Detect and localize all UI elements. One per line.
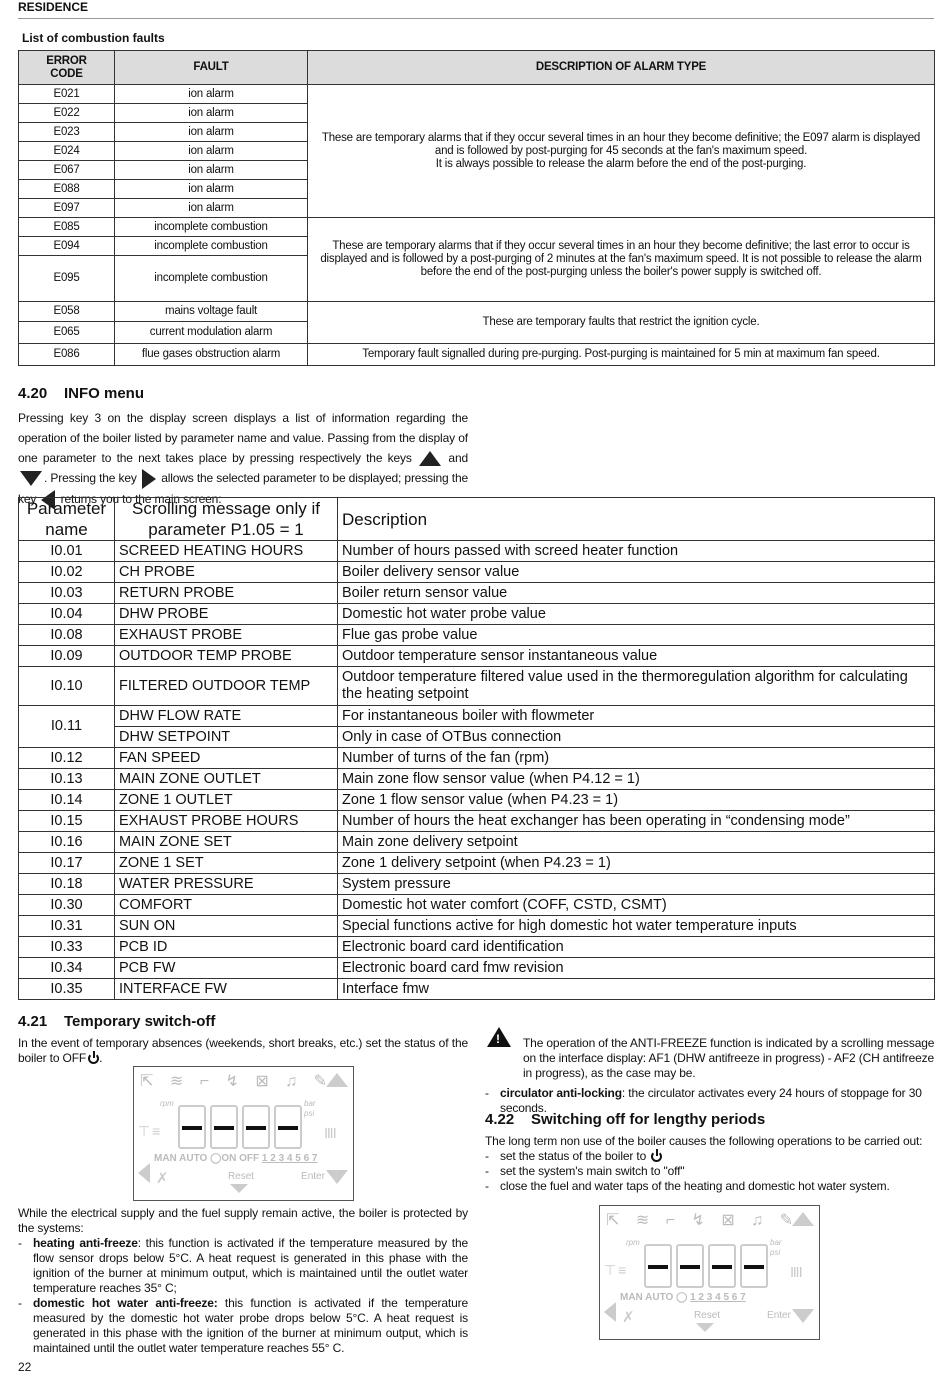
scrolling-message: ZONE 1 OUTLET (115, 790, 338, 811)
display-rpm-label: rpm (626, 1238, 640, 1247)
display-reset-label: Reset (227, 1171, 255, 1182)
parameter-description: Number of hours the heat exchanger has been operating in “condensing mode” (338, 811, 935, 832)
parameter-name: I0.14 (19, 790, 115, 811)
table-row (19, 604, 935, 625)
display-digit (644, 1244, 672, 1288)
radiator-icon: ⅢⅠ (790, 1264, 802, 1280)
table-row (19, 769, 935, 790)
fault-name: ion alarm (115, 123, 308, 142)
table-header-row (19, 498, 935, 541)
table-row (19, 541, 935, 562)
display-digit (210, 1105, 238, 1149)
fault-name: current modulation alarm (115, 322, 308, 344)
section-number: 4.22 (485, 1111, 515, 1128)
antifreeze-list (18, 1236, 468, 1356)
parameter-description: Boiler return sensor value (338, 583, 935, 604)
fault-name: ion alarm (115, 161, 308, 180)
scrolling-message: FAN SPEED (115, 748, 338, 769)
info-parameter-table (18, 497, 935, 1000)
list-item: - circulator anti-locking: the circulator activates every 24 hours of stoppage for 30 seconds. (485, 1086, 935, 1116)
parameter-description: Number of hours passed with screed heater function (338, 541, 935, 562)
display-down-arrow-icon (326, 1170, 348, 1184)
error-code: E094 (19, 237, 115, 256)
switch-off-heading (18, 1013, 215, 1030)
scrolling-message: PCB FW (115, 958, 338, 979)
display-reset-label: Reset (693, 1310, 721, 1321)
parameter-name: I0.08 (19, 625, 115, 646)
error-code: E065 (19, 322, 115, 344)
fault-name: ion alarm (115, 104, 308, 123)
scrolling-message: DHW FLOW RATE (115, 706, 338, 727)
scrolling-message: DHW PROBE (115, 604, 338, 625)
warning-icon (487, 1027, 511, 1047)
list-item: - set the system's main switch to "off" (485, 1164, 935, 1179)
parameter-description: Main zone flow sensor value (when P4.12 = 1) (338, 769, 935, 790)
scrolling-message: RETURN PROBE (115, 583, 338, 604)
parameter-description: Interface fmw (338, 979, 935, 1000)
table-row (19, 874, 935, 895)
table-row (19, 667, 935, 706)
display-mode-labels: MAN AUTO ◯ON OFF 1 2 3 4 5 6 7 (154, 1153, 318, 1164)
list-item: - domestic hot water anti-freeze: this function is activated if the temperature measured by the domestic hot water probe drops below 5°C. A heat request is generated in this phase with the ignition of the burner at minimum output, which is maintained until the outlet water temperature reaches 55° C. (18, 1296, 468, 1356)
header-title: RESIDENCE (18, 0, 89, 14)
table-row (19, 706, 935, 727)
scrolling-message: ZONE 1 SET (115, 853, 338, 874)
scrolling-message: OUTDOOR TEMP PROBE (115, 646, 338, 667)
fault-name: incomplete combustion (115, 237, 308, 256)
display-reset-arrow-icon (230, 1184, 248, 1193)
power-icon (651, 1151, 662, 1162)
error-code: E095 (19, 256, 115, 302)
scrolling-message: SCREED HEATING HOURS (115, 541, 338, 562)
parameter-description: Domestic hot water probe value (338, 604, 935, 625)
display-digit (740, 1244, 768, 1288)
column-header: Description (338, 498, 935, 541)
list-item: - set the status of the boiler to (485, 1149, 935, 1164)
parameter-description: Outdoor temperature filtered value used in the thermoregulation algorithm for calculating the heating setpoint (338, 667, 935, 706)
parameter-description: Main zone delivery setpoint (338, 832, 935, 853)
error-code: E086 (19, 344, 115, 366)
table-row (19, 625, 935, 646)
section-title: Temporary switch-off (64, 1013, 216, 1030)
error-code: E058 (19, 302, 115, 322)
arrow-down-icon (20, 471, 42, 486)
antifreeze-warning: The operation of the ANTI-FREEZE function is indicated by a scrolling message on the interface display: AF1 (DHW antifreeze in progress) - AF2 (CH antifreeze in progress), as the case may be. (523, 1036, 935, 1080)
flame-off-icon: ✗ (622, 1309, 634, 1326)
parameter-name: I0.17 (19, 853, 115, 874)
table-row (19, 832, 935, 853)
display-left-arrow-icon (138, 1163, 150, 1183)
arrow-right-icon (142, 469, 156, 489)
parameter-description: System pressure (338, 874, 935, 895)
parameter-name: I0.09 (19, 646, 115, 667)
fault-name: ion alarm (115, 85, 308, 104)
table-row (19, 748, 935, 769)
fault-name: ion alarm (115, 199, 308, 218)
voltage-fault-description: These are temporary faults that restrict the ignition cycle. (308, 302, 935, 344)
antifreeze-protection-text: While the electrical supply and the fuel supply remain active, the boiler is protected by the systems: - heating anti-freeze: this function is activated if the temperature measured by the flow sensor drops below 5°C. A heat request is generated in this phase with the ignition of the burner at minimum output, which is maintained until the outlet water temperature reaches 35° C; - domestic hot water anti-freeze: this function is activated if the temperature measured by the domestic hot water probe drops below 5°C. A heat request is generated in this phase with the ignition of the burner at minimum output, which is maintained until the outlet water temperature reaches 55° C. (18, 1206, 468, 1356)
parameter-description: Electronic board card fmw revision (338, 958, 935, 979)
parameter-name: I0.03 (19, 583, 115, 604)
section-title: INFO menu (64, 385, 145, 402)
parameter-description: Number of turns of the fan (rpm) (338, 748, 935, 769)
fault-name: flue gases obstruction alarm (115, 344, 308, 366)
list-item: - close the fuel and water taps of the heating and domestic hot water system. (485, 1179, 935, 1194)
boiler-display-off-2 (599, 1205, 820, 1340)
switch-off-intro: In the event of temporary absences (weekends, short breaks, etc.) set the status of the boiler to OFF . (18, 1036, 468, 1065)
table-row (19, 646, 935, 667)
boiler-display-off (133, 1066, 354, 1201)
display-digit (274, 1105, 302, 1149)
table-row (19, 85, 935, 104)
display-digit (676, 1244, 704, 1288)
column-header: Parameter name (19, 498, 115, 541)
display-bar-label: bar (304, 1099, 316, 1108)
parameter-rows (19, 541, 935, 1000)
combustion-alarm-description: These are temporary alarms that if they occur several times in an hour they become definitive; the last error to occur is displayed and is followed by a post-purging of 2 minutes at the fan's maximum speed. It is not possible to release the alarm before the end of the post-purging unless the boiler's power supply is switched off. (308, 218, 935, 302)
parameter-name: I0.35 (19, 979, 115, 1000)
table-row (19, 344, 935, 366)
display-up-arrow-icon (326, 1073, 348, 1087)
parameter-description: Only in case of OTBus connection (338, 727, 935, 748)
tap-icon: ⊤ ≡ (604, 1262, 626, 1278)
error-code: E085 (19, 218, 115, 237)
parameter-name: I0.16 (19, 832, 115, 853)
parameter-name: I0.02 (19, 562, 115, 583)
error-code: E067 (19, 161, 115, 180)
fault-name: mains voltage fault (115, 302, 308, 322)
display-psi-label: psi (304, 1109, 315, 1118)
power-icon (88, 1053, 99, 1064)
display-reset-arrow-icon (696, 1323, 714, 1332)
scrolling-message: COMFORT (115, 895, 338, 916)
parameter-description: Boiler delivery sensor value (338, 562, 935, 583)
display-rpm-label: rpm (160, 1099, 174, 1108)
parameter-name: I0.18 (19, 874, 115, 895)
display-enter-label: Enter (767, 1310, 791, 1321)
lengthy-periods-heading (485, 1111, 765, 1128)
scrolling-message: WATER PRESSURE (115, 874, 338, 895)
scrolling-message: MAIN ZONE OUTLET (115, 769, 338, 790)
parameter-name: I0.11 (19, 706, 115, 748)
section-number: 4.20 (18, 385, 48, 402)
display-down-arrow-icon (792, 1309, 814, 1323)
parameter-name: I0.13 (19, 769, 115, 790)
ion-alarm-description: These are temporary alarms that if they occur several times in an hour they become definitive; the E097 alarm is displayed and is followed by post-purging for 45 seconds at the fan's maximum speed. It is always possible to release the alarm before the end of the post-purging. (308, 85, 935, 218)
page-header (18, 0, 934, 19)
display-digit (242, 1105, 270, 1149)
parameter-name: I0.15 (19, 811, 115, 832)
parameter-name: I0.34 (19, 958, 115, 979)
page-number: 22 (18, 1360, 32, 1374)
display-status-icons: ⇱ ≋ ⌐ ↯ ⊠ ♫ ✎ (140, 1073, 334, 1090)
section-title: Switching off for lengthy periods (531, 1111, 766, 1128)
flue-fault-description: Temporary fault signalled during pre-purging. Post-purging is maintained for 5 min at maximum fan speed. (308, 344, 935, 366)
display-digit (178, 1105, 206, 1149)
scrolling-message: EXHAUST PROBE HOURS (115, 811, 338, 832)
scrolling-message: PCB ID (115, 937, 338, 958)
column-header: DESCRIPTION OF ALARM TYPE (308, 51, 935, 85)
display-left-arrow-icon (604, 1302, 616, 1322)
table-row (19, 958, 935, 979)
parameter-description: For instantaneous boiler with flowmeter (338, 706, 935, 727)
combustion-fault-table (18, 50, 935, 366)
table-row (19, 979, 935, 1000)
parameter-description: Domestic hot water comfort (COFF, CSTD, CSMT) (338, 895, 935, 916)
table-row (19, 727, 935, 748)
parameter-name: I0.12 (19, 748, 115, 769)
table-row (19, 853, 935, 874)
error-code: E088 (19, 180, 115, 199)
tap-icon: ⊤ ≡ (138, 1123, 160, 1139)
parameter-description: Special functions active for high domestic hot water temperature inputs (338, 916, 935, 937)
list-item: - heating anti-freeze: this function is activated if the temperature measured by the flow sensor drops below 5°C. A heat request is generated in this phase with the ignition of the burner at minimum output, which is maintained until the outlet water temperature reaches 35° C; (18, 1236, 468, 1296)
table-row (19, 811, 935, 832)
column-header: FAULT (115, 51, 308, 85)
table-row (19, 916, 935, 937)
table-row (19, 218, 935, 237)
error-code: E022 (19, 104, 115, 123)
fault-name: ion alarm (115, 180, 308, 199)
lengthy-periods-list (485, 1149, 935, 1194)
display-enter-label: Enter (301, 1171, 325, 1182)
parameter-description: Flue gas probe value (338, 625, 935, 646)
parameter-name: I0.10 (19, 667, 115, 706)
parameter-description: Outdoor temperature sensor instantaneous value (338, 646, 935, 667)
display-mode-labels: MAN AUTO ◯ 1 2 3 4 5 6 7 (620, 1292, 746, 1303)
table-row (19, 583, 935, 604)
column-header: Scrolling message only if parameter P1.05 = 1 (115, 498, 338, 541)
scrolling-message: SUN ON (115, 916, 338, 937)
fault-name: incomplete combustion (115, 218, 308, 237)
display-psi-label: psi (770, 1248, 781, 1257)
lengthy-periods-text: The long term non use of the boiler causes the following operations to be carried out: - set the status of the boiler to - set the system's main switch to "off" - close the fuel and water taps of the heating and domestic hot water system. (485, 1134, 935, 1194)
parameter-description: Zone 1 delivery setpoint (when P4.23 = 1) (338, 853, 935, 874)
parameter-description: Electronic board card identification (338, 937, 935, 958)
arrow-up-icon (419, 451, 441, 466)
fault-name: ion alarm (115, 142, 308, 161)
parameter-name: I0.33 (19, 937, 115, 958)
info-menu-heading (18, 385, 144, 402)
scrolling-message: FILTERED OUTDOOR TEMP (115, 667, 338, 706)
table-row (19, 937, 935, 958)
scrolling-message: MAIN ZONE SET (115, 832, 338, 853)
parameter-name: I0.30 (19, 895, 115, 916)
display-bar-label: bar (770, 1238, 782, 1247)
parameter-name: I0.04 (19, 604, 115, 625)
table-row (19, 895, 935, 916)
error-code: E024 (19, 142, 115, 161)
display-up-arrow-icon (792, 1212, 814, 1226)
display-status-icons: ⇱ ≋ ⌐ ↯ ⊠ ♫ ✎ (606, 1212, 800, 1229)
table-row (19, 302, 935, 322)
radiator-icon: ⅢⅠ (324, 1125, 336, 1141)
parameter-name: I0.01 (19, 541, 115, 562)
display-digits (644, 1244, 768, 1288)
fault-list-caption: List of combustion faults (22, 31, 165, 45)
section-number: 4.21 (18, 1013, 48, 1030)
error-code: E021 (19, 85, 115, 104)
scrolling-message: DHW SETPOINT (115, 727, 338, 748)
info-menu-intro: Pressing key 3 on the display screen displays a list of information regarding the operation of the boiler listed by parameter name and value. Passing from the display of one parameter to the next takes place by pressing respectively the keys and . Pressing the key allows the selected parameter to be displayed; pressing the key returns you to the main screen: (18, 408, 468, 510)
parameter-name: I0.31 (19, 916, 115, 937)
fault-name: incomplete combustion (115, 256, 308, 302)
scrolling-message: EXHAUST PROBE (115, 625, 338, 646)
display-digit (708, 1244, 736, 1288)
parameter-description: Zone 1 flow sensor value (when P4.23 = 1) (338, 790, 935, 811)
display-digits (178, 1105, 302, 1149)
column-header: ERROR CODE (19, 51, 115, 85)
flame-off-icon: ✗ (156, 1170, 168, 1187)
table-header-row (19, 51, 935, 85)
scrolling-message: CH PROBE (115, 562, 338, 583)
table-row (19, 562, 935, 583)
error-code: E023 (19, 123, 115, 142)
error-code: E097 (19, 199, 115, 218)
scrolling-message: INTERFACE FW (115, 979, 338, 1000)
table-row (19, 790, 935, 811)
